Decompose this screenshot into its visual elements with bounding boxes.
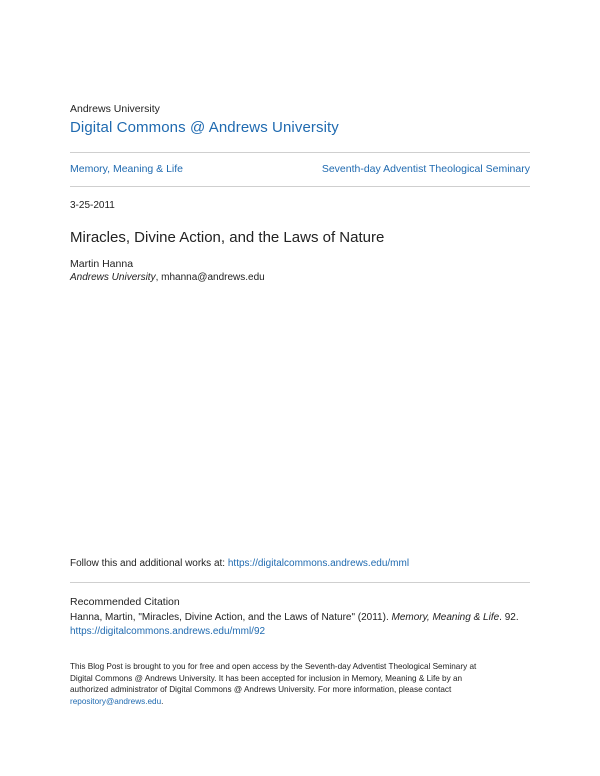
document-title: Miracles, Divine Action, and the Laws of Nature (70, 229, 385, 246)
notice-line-2: Digital Commons @ Andrews University. It has been accepted for inclusion in Memory, Meaning & Life by an (70, 673, 463, 683)
repository-title-link[interactable]: Digital Commons @ Andrews University (70, 119, 339, 136)
follow-url-link[interactable]: https://digitalcommons.andrews.edu/mml (227, 558, 410, 569)
citation-number: . 92. (499, 612, 519, 623)
author-affiliation (70, 272, 265, 283)
citation-series: Memory, Meaning & Life (391, 612, 500, 623)
institution-name: Andrews University (70, 103, 160, 115)
notice-period: . (161, 696, 164, 706)
publication-date: 3-25-2011 (70, 200, 115, 211)
divider-bottom (70, 582, 530, 583)
author-email: , mhanna@andrews.edu (155, 272, 265, 283)
notice-line-1: This Blog Post is brought to you for free and open access by the Seventh-day Adventist Theological Seminary at (70, 662, 477, 671)
citation-text: Hanna, Martin, "Miracles, Divine Action, and the Laws of Nature" (2011). (70, 612, 392, 623)
recommended-citation-heading: Recommended Citation (70, 596, 180, 608)
affiliation-name: Andrews University (70, 272, 156, 283)
divider-middle (70, 186, 530, 187)
contact-email-link[interactable]: repository@andrews.edu (70, 696, 162, 706)
follow-line (70, 558, 409, 569)
citation-line (70, 611, 519, 625)
cover-page (70, 0, 530, 776)
citation-block (70, 611, 519, 639)
citation-url-link[interactable]: https://digitalcommons.andrews.edu/mml/92 (70, 626, 266, 637)
notice-line-4 (70, 696, 530, 708)
citation-url-line (70, 625, 519, 639)
divider-top (70, 152, 530, 153)
follow-text: Follow this and additional works at: (70, 558, 228, 569)
access-notice (70, 661, 530, 707)
author-name: Martin Hanna (70, 258, 134, 270)
collection-link-memory-meaning-life[interactable]: Memory, Meaning & Life (70, 163, 184, 175)
collection-link-seminary[interactable]: Seventh-day Adventist Theological Seminary (321, 163, 530, 175)
notice-line-3: authorized administrator of Digital Commons @ Andrews University. For more information, please contact (70, 685, 452, 694)
